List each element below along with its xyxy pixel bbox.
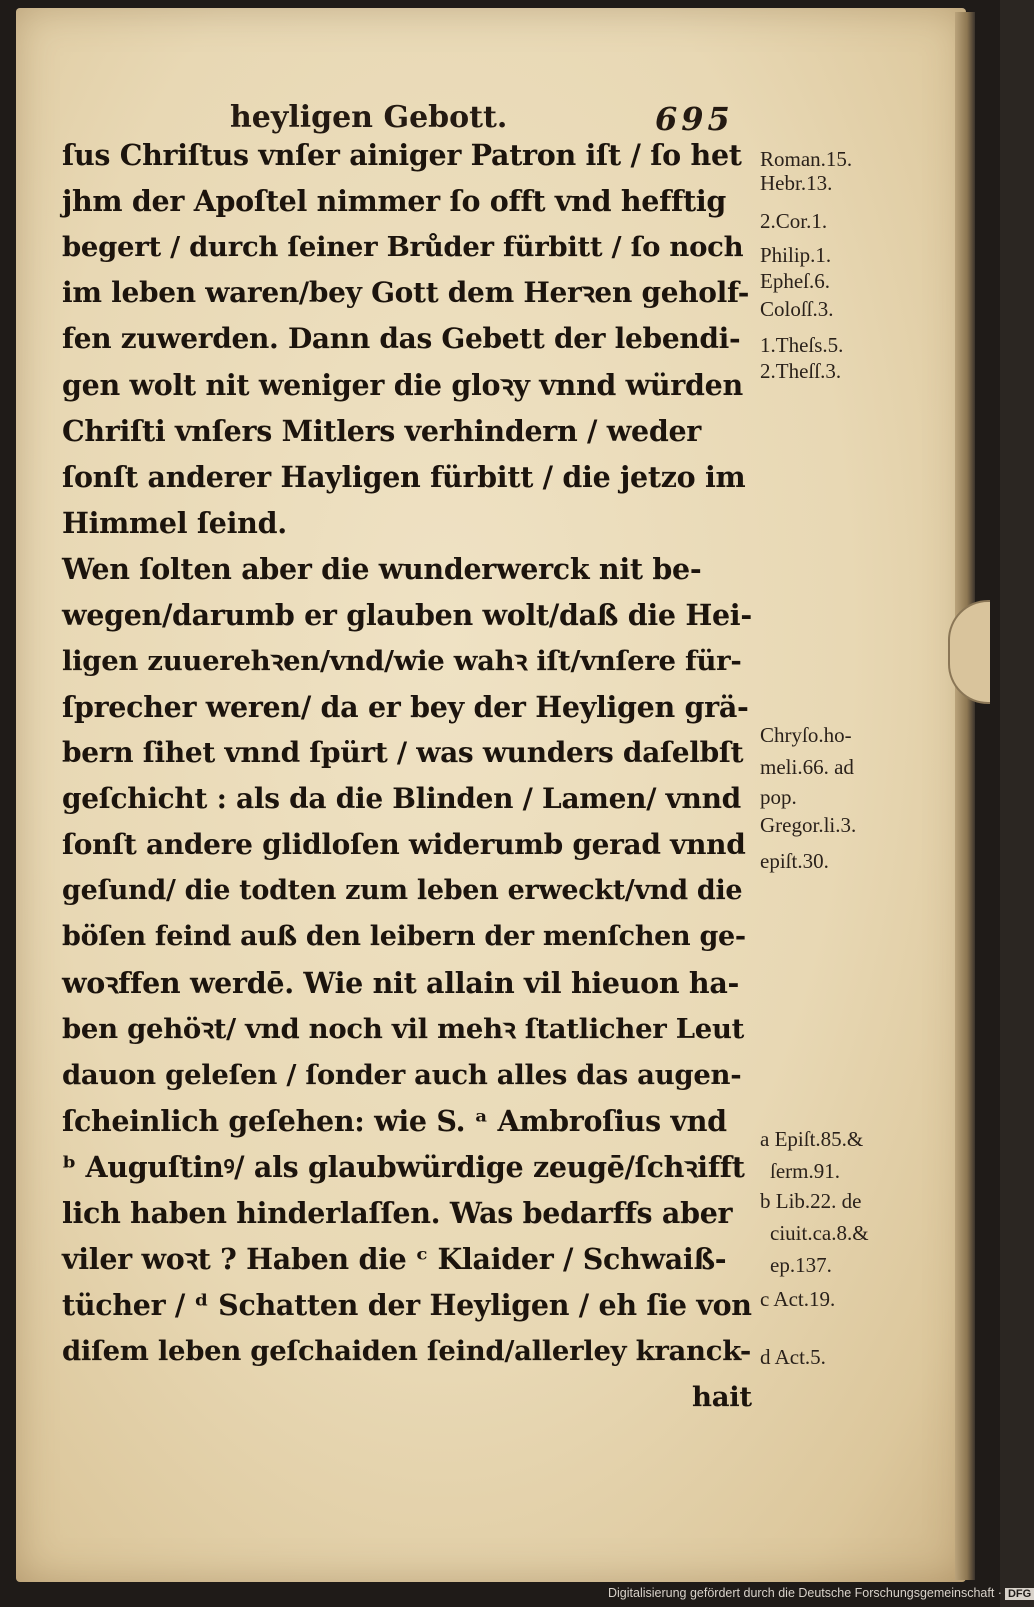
margin-note: epiſt.30.: [760, 849, 829, 873]
text-line: viler woꝛt ? Haben die ᶜ Klaider / Schwaiß-: [62, 1242, 727, 1276]
text-line: ſprecher weren/ da er bey der Heyligen grä-: [62, 690, 749, 724]
text-line: diſem leben geſchaiden ſeind/allerley kranck-: [62, 1335, 751, 1367]
text-line: geſund/ die todten zum leben erweckt/vnd die: [62, 875, 743, 906]
margin-note: ſerm.91.: [770, 1159, 840, 1183]
text-line: ſus Chriſtus vnſer ainiger Patron iſt / ſo het: [62, 138, 742, 172]
text-line: ᵇ Auguſtinꝰ/ als glaubwürdige zeugē/ſchꝛifft: [62, 1150, 745, 1184]
text-line: ben gehöꝛt/ vnd noch vil mehꝛ ſtatlicher Leut: [62, 1013, 745, 1045]
margin-note: ep.137.: [770, 1253, 832, 1277]
margin-note: 1.Theſs.5.: [760, 333, 844, 357]
text-line: Chriſti vnſers Mitlers verhindern / weder: [62, 414, 702, 448]
margin-note: Chryſo.ho-: [760, 723, 852, 747]
margin-note: d Act.5.: [760, 1345, 826, 1369]
text-line: fen zuwerden. Dann das Gebett der lebendi-: [62, 322, 741, 355]
dfg-logo: DFG: [1005, 1588, 1034, 1600]
margin-note: pop.: [760, 785, 797, 809]
page-edge: [955, 12, 975, 1580]
text-line: Himmel ſeind.: [62, 506, 287, 540]
text-line: dauon geleſen / ſonder auch alles das augen-: [62, 1059, 742, 1091]
text-line: woꝛffen werdē. Wie nit allain vil hieuon ha-: [62, 966, 740, 1000]
text-line: tücher / ᵈ Schatten der Heyligen / eh ſie von: [62, 1288, 752, 1322]
running-title: heyligen Gebott.: [230, 100, 508, 135]
text-line: im leben waren/bey Gott dem Herꝛen geholf-: [62, 276, 750, 309]
margin-note: c Act.19.: [760, 1287, 836, 1311]
catchword: hait: [692, 1381, 752, 1413]
margin-note: ciuit.ca.8.&: [770, 1221, 869, 1245]
margin-note: 2.Theſſ.3.: [760, 359, 842, 383]
margin-note: Roman.15.: [760, 147, 853, 171]
text-line: ſcheinlich geſehen: wie S. ᵃ Ambroſius vnd: [62, 1104, 727, 1138]
text-line: ſonſt andere glidloſen widerumb gerad vnnd: [62, 828, 746, 861]
text-line: Wen ſolten aber die wunderwerck nit be-: [62, 552, 702, 586]
text-line: begert / durch ſeiner Brůder fürbitt / ſo noch: [62, 231, 744, 263]
digitization-credit: [608, 1586, 1034, 1600]
text-line: ſonſt anderer Hayligen fürbitt / die jetzo im: [62, 460, 746, 494]
margin-note: Coloſſ.3.: [760, 297, 834, 321]
page-number: 695: [655, 100, 734, 138]
margin-note: Epheſ.6.: [760, 269, 830, 293]
text-line: lich haben hinderlaſſen. Was bedarffs aber: [62, 1196, 733, 1230]
margin-note: meli.66. ad: [760, 755, 854, 779]
text-line: jhm der Apoſtel nimmer ſo offt vnd hefftig: [62, 184, 727, 218]
text-line: geſchicht : als da die Blinden / Lamen/ vnnd: [62, 782, 741, 815]
text-line: ligen zuuerehꝛen/vnd/wie wahꝛ iſt/vnſere für-: [62, 645, 742, 677]
margin-note: b Lib.22. de: [760, 1189, 862, 1213]
credit-text: Digitalisierung gefördert durch die Deutsche Forschungsgemeinschaft ·: [608, 1586, 1002, 1600]
margin-note: Philip.1.: [760, 243, 832, 267]
margin-note: Hebr.13.: [760, 171, 833, 195]
margin-note: 2.Cor.1.: [760, 209, 828, 233]
margin-note: Gregor.li.3.: [760, 813, 857, 837]
text-line: wegen/darumb er glauben wolt/daß die Hei-: [62, 598, 752, 632]
text-line: bern ſihet vnnd ſpürt / was wunders daſelbſt: [62, 736, 744, 769]
text-line: gen wolt nit weniger die gloꝛy vnnd würden: [62, 368, 743, 402]
margin-note: a Epiſt.85.&: [760, 1127, 864, 1151]
text-line: böſen feind auß den leibern der menſchen ge-: [62, 921, 746, 952]
